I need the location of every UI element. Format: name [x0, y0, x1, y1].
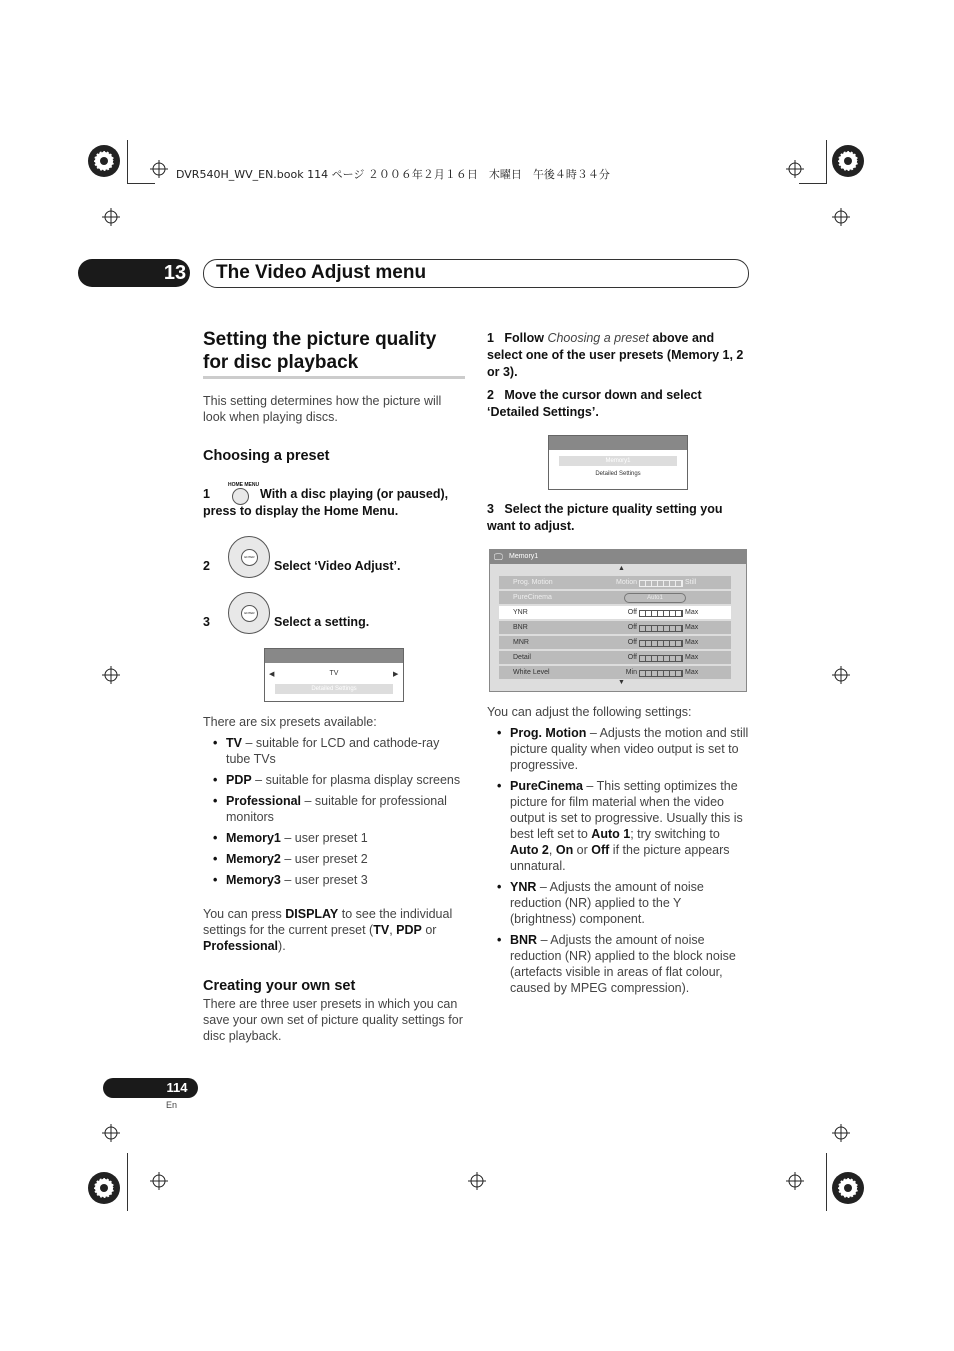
step-number: 3 — [203, 615, 210, 629]
preset-item: • PDP – suitable for plasma display screens — [203, 772, 465, 788]
right-arrow-icon: ▶ — [393, 671, 399, 678]
file-header-line: DVR540H_WV_EN.book 114 ページ ２００６年２月１６日 木曜日 午後４時３４分 — [176, 168, 610, 181]
screen-title-bar — [265, 649, 403, 663]
monitor-icon: 🖵 — [494, 552, 503, 562]
step3-text: Select a setting. — [274, 615, 370, 629]
setting-slider[interactable] — [639, 670, 683, 677]
crop-line — [799, 183, 827, 184]
registration-mark-bottom-right — [830, 1170, 866, 1211]
page-language: En — [166, 1100, 178, 1110]
screen-title: Memory1 — [509, 553, 539, 560]
setting-max-label: Still — [685, 579, 697, 586]
list-item: • PureCinema – This setting optimizes the picture for film material when the video output is set to progressive. Usually this is best left set to Auto 1; try switching to Auto 2, On or Off if the picture appears unnatural. — [487, 778, 749, 874]
setting-row[interactable] — [499, 636, 731, 649]
setting-row[interactable] — [499, 621, 731, 634]
crosshair-left-2 — [102, 666, 120, 689]
directional-pad-icon — [228, 592, 270, 634]
crosshair-top-1 — [150, 160, 168, 183]
enter-button-icon: ENTER — [241, 549, 258, 566]
setting-max-label: Max — [685, 609, 699, 616]
screen-title-bar — [549, 436, 687, 450]
left-arrow-icon: ◀ — [269, 671, 275, 678]
setting-slider[interactable] — [639, 610, 683, 617]
choosing-heading: Choosing a preset — [203, 448, 330, 464]
chapter-number: 13 — [163, 262, 187, 284]
setting-max-label: Max — [685, 654, 699, 661]
page-number: 114 — [166, 1080, 188, 1095]
memory-option: Memory1 — [559, 456, 677, 466]
section-title: Setting the picture quality for disc playback — [203, 329, 437, 373]
crosshair-right-1 — [832, 208, 850, 231]
preset-item: • Memory1 – user preset 1 — [203, 830, 465, 846]
list-item: • BNR – Adjusts the amount of noise reduction (NR) applied to the block noise (artefacts visible in areas of flat colour, caused by MPEG compression). — [487, 932, 749, 996]
home-menu-label: HOME MENU — [228, 482, 260, 488]
setting-min-label: Min — [625, 669, 637, 676]
crop-line — [826, 1153, 827, 1211]
crosshair-bottom-1 — [150, 1172, 168, 1195]
creating-heading: Creating your own set — [203, 978, 356, 994]
crosshair-bottom-3 — [786, 1172, 804, 1195]
setting-label: Prog. Motion — [513, 579, 553, 586]
directional-pad-icon — [228, 536, 270, 578]
crosshair-left-3 — [102, 1124, 120, 1147]
chapter-title: The Video Adjust menu — [216, 262, 427, 283]
preset-item: • Memory2 – user preset 2 — [203, 851, 465, 867]
up-arrow-icon: ▲ — [618, 565, 625, 572]
setting-min-label: Off — [627, 639, 637, 646]
settings-screen — [489, 549, 747, 692]
setting-max-label: Max — [685, 639, 699, 646]
presets-intro: There are six presets available: — [203, 715, 377, 729]
section-rule — [203, 376, 465, 379]
crosshair-right-2 — [832, 666, 850, 689]
adjust-intro: You can adjust the following settings: — [487, 705, 692, 719]
settings-list — [487, 725, 749, 1001]
setting-max-label: Max — [685, 669, 699, 676]
intro-text: This setting determines how the picture will look when playing discs. — [203, 394, 442, 424]
preset-value: TV — [329, 670, 339, 677]
preset-item: • TV – suitable for LCD and cathode-ray tube TVs — [203, 735, 465, 767]
registration-mark-top-right — [830, 143, 866, 184]
preset-screen — [264, 648, 404, 702]
step2-text: Select ‘Video Adjust’. — [274, 559, 401, 573]
setting-label: Detail — [513, 654, 531, 661]
setting-min-label: Motion — [615, 579, 637, 586]
setting-min-label: Off — [627, 609, 637, 616]
crosshair-left-1 — [102, 208, 120, 231]
setting-label: YNR — [513, 609, 528, 616]
right-step3: 3 Select the picture quality setting you want to adjust. — [487, 502, 723, 533]
setting-row[interactable] — [499, 606, 731, 619]
step1-text: With a disc playing (or paused), press to display the Home Menu. — [203, 487, 449, 518]
setting-slider[interactable] — [639, 625, 683, 632]
crosshair-top-2 — [786, 160, 804, 183]
step-number: 2 — [203, 559, 210, 573]
detailed-settings-option: Detailed Settings — [595, 471, 641, 477]
setting-min-label: Off — [627, 654, 637, 661]
preset-list — [203, 735, 465, 893]
setting-label: MNR — [513, 639, 529, 646]
preset-item: • Memory3 – user preset 3 — [203, 872, 465, 888]
setting-row[interactable] — [499, 591, 731, 604]
preset-item: • Professional – suitable for professional monitors — [203, 793, 465, 825]
setting-max-label: Max — [685, 624, 699, 631]
display-note: You can press DISPLAY to see the individual settings for the current preset (TV, PDP or Professional). — [203, 907, 453, 953]
list-item: • YNR – Adjusts the amount of noise reduction (NR) applied to the Y (brightness) component. — [487, 879, 749, 927]
crosshair-bottom-2 — [468, 1172, 486, 1195]
setting-label: PureCinema — [513, 594, 552, 601]
setting-min-label: Off — [627, 624, 637, 631]
setting-row[interactable] — [499, 666, 731, 679]
crosshair-right-3 — [832, 1124, 850, 1147]
setting-row[interactable] — [499, 651, 731, 664]
list-item: • Prog. Motion – Adjusts the motion and still picture quality when video output is set to progressive. — [487, 725, 749, 773]
registration-mark-bottom-left — [86, 1170, 122, 1211]
crop-line — [127, 1153, 128, 1211]
setting-label: White Level — [513, 669, 550, 676]
setting-slider[interactable] — [639, 640, 683, 647]
memory-screen — [548, 435, 688, 490]
step-number: 1 — [203, 487, 210, 501]
crop-line — [127, 140, 128, 184]
setting-row[interactable] — [499, 576, 731, 589]
purecinema-value[interactable]: Auto1 — [624, 593, 686, 603]
setting-slider[interactable] — [639, 655, 683, 662]
registration-mark-top-left — [86, 143, 122, 184]
creating-text: There are three user presets in which you can save your own set of picture quality settings for disc playback. — [203, 997, 463, 1043]
crop-line — [826, 140, 827, 184]
crop-line — [127, 183, 155, 184]
right-step2: 2 Move the cursor down and select ‘Detailed Settings’. — [487, 388, 702, 419]
setting-label: BNR — [513, 624, 528, 631]
detailed-settings-option: Detailed Settings — [275, 684, 393, 694]
right-step1: 1 Follow Choosing a preset above and select one of the user presets (Memory 1, 2 or 3). — [487, 331, 744, 379]
down-arrow-icon: ▼ — [618, 679, 625, 686]
enter-button-icon: ENTER — [241, 605, 258, 622]
setting-slider[interactable] — [639, 580, 683, 587]
